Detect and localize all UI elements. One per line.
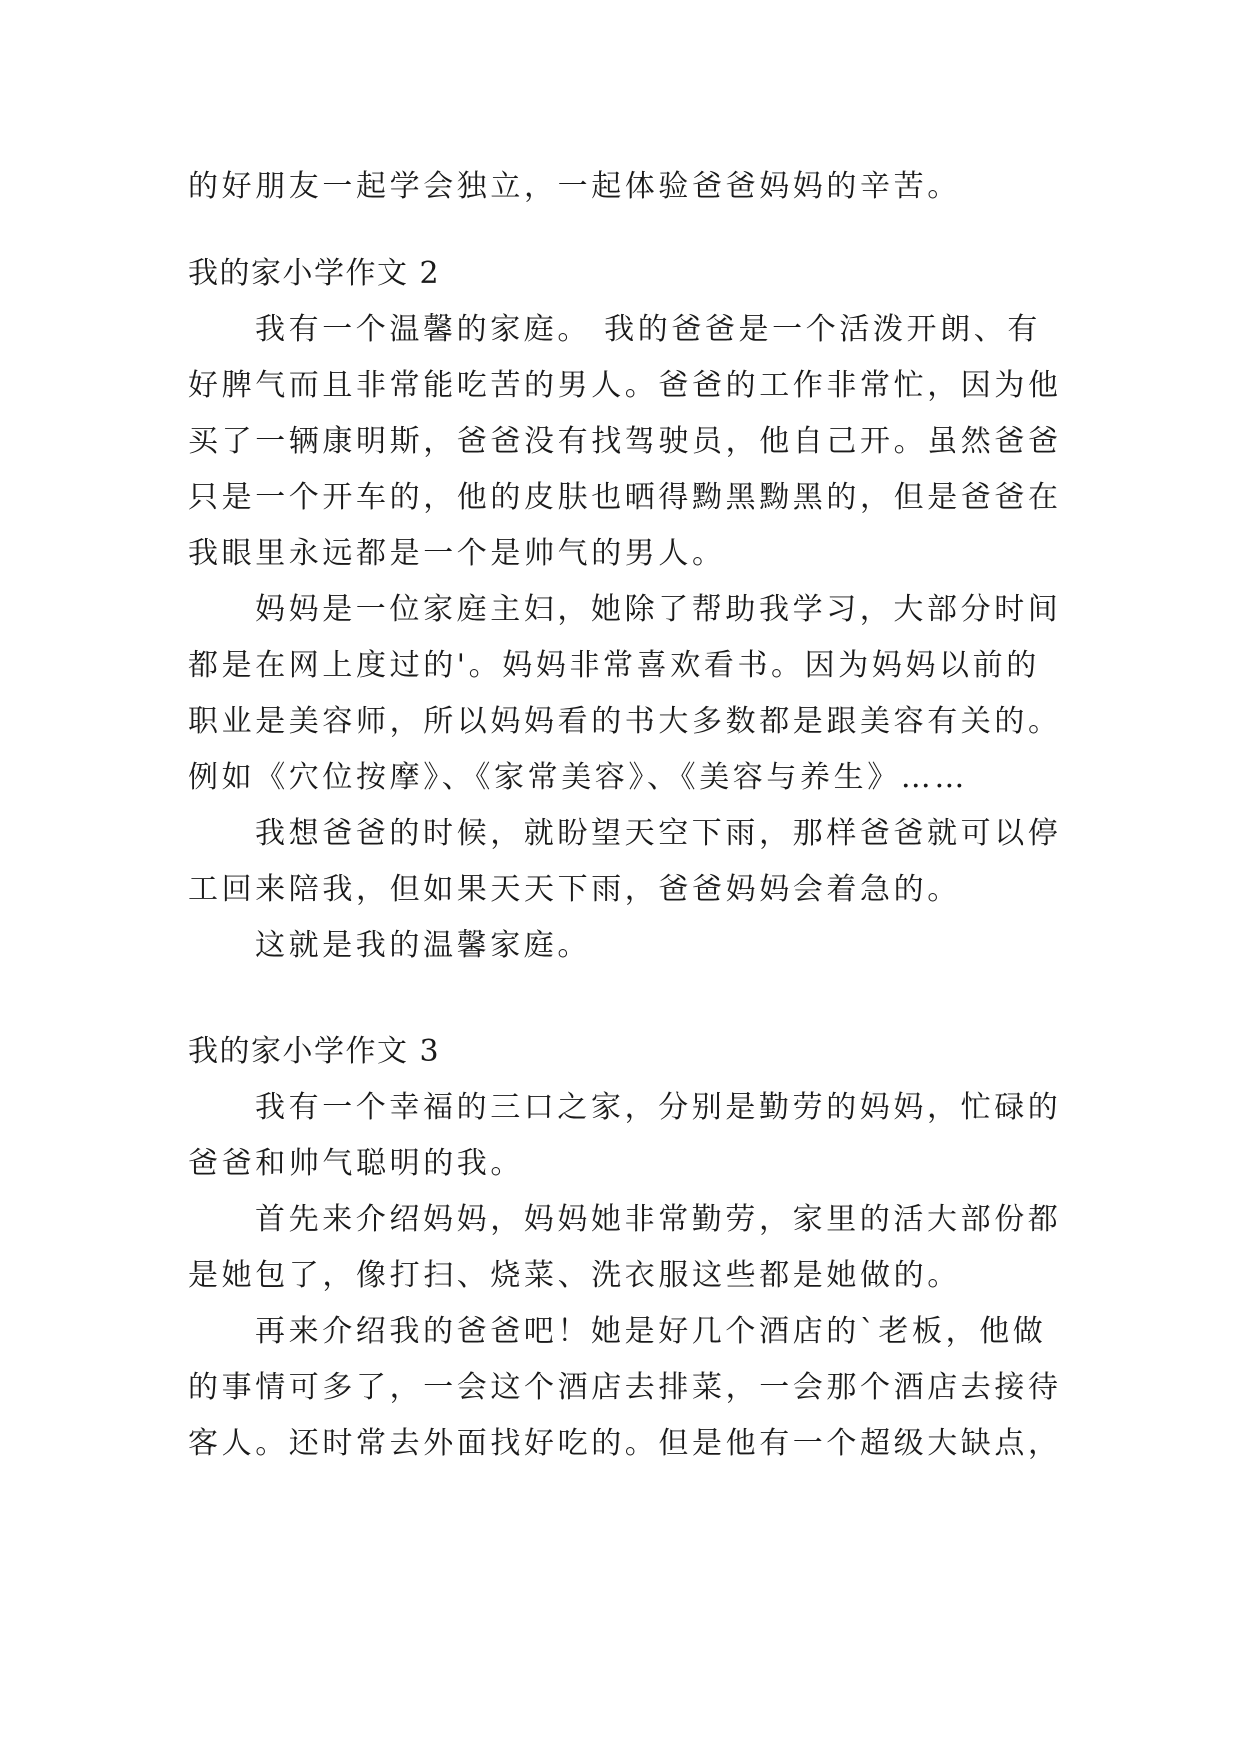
paragraph-line: 只是一个开车的，他的皮肤也晒得黝黑黝黑的，但是爸爸在	[188, 480, 1062, 515]
paragraph-line: 例如《穴位按摩》、《家常美容》、《美容与养生》……	[188, 760, 968, 795]
paragraph-line: 都是在网上度过的'。妈妈非常喜欢看书。因为妈妈以前的	[188, 648, 1040, 683]
paragraph-line: 工回来陪我，但如果天天下雨，爸爸妈妈会着急的。	[188, 872, 961, 907]
paragraph-line: 再来介绍我的爸爸吧！她是好几个酒店的`老板，他做	[255, 1314, 1047, 1349]
paragraph-line: 的好朋友一起学会独立，一起体验爸爸妈妈的辛苦。	[188, 169, 961, 204]
paragraph-line: 我眼里永远都是一个是帅气的男人。	[188, 536, 726, 571]
paragraph-line: 妈妈是一位家庭主妇，她除了帮助我学习，大部分时间	[255, 592, 1062, 627]
paragraph-line: 这就是我的温馨家庭。	[255, 928, 591, 963]
paragraph-line: 是她包了，像打扫、烧菜、洗衣服这些都是她做的。	[188, 1258, 961, 1293]
paragraph-line: 职业是美容师，所以妈妈看的书大多数都是跟美容有关的。	[188, 704, 1062, 739]
paragraph-line: 的事情可多了，一会这个酒店去排菜，一会那个酒店去接待	[188, 1370, 1062, 1405]
paragraph-line: 我有一个温馨的家庭。 我的爸爸是一个活泼开朗、有	[255, 312, 1041, 347]
paragraph-line: 我想爸爸的时候，就盼望天空下雨，那样爸爸就可以停	[255, 816, 1062, 851]
paragraph-line: 爸爸和帅气聪明的我。	[188, 1146, 524, 1181]
section-heading: 我的家小学作文 2	[188, 256, 441, 291]
paragraph-line: 客人。还时常去外面找好吃的。但是他有一个超级大缺点，	[188, 1426, 1062, 1461]
paragraph-line: 首先来介绍妈妈，妈妈她非常勤劳，家里的活大部份都	[255, 1202, 1062, 1237]
paragraph-line: 买了一辆康明斯，爸爸没有找驾驶员，他自己开。虽然爸爸	[188, 424, 1062, 459]
paragraph-line: 好脾气而且非常能吃苦的男人。爸爸的工作非常忙，因为他	[188, 368, 1062, 403]
section-heading: 我的家小学作文 3	[188, 1034, 441, 1069]
paragraph-line: 我有一个幸福的三口之家，分别是勤劳的妈妈，忙碌的	[255, 1090, 1062, 1125]
